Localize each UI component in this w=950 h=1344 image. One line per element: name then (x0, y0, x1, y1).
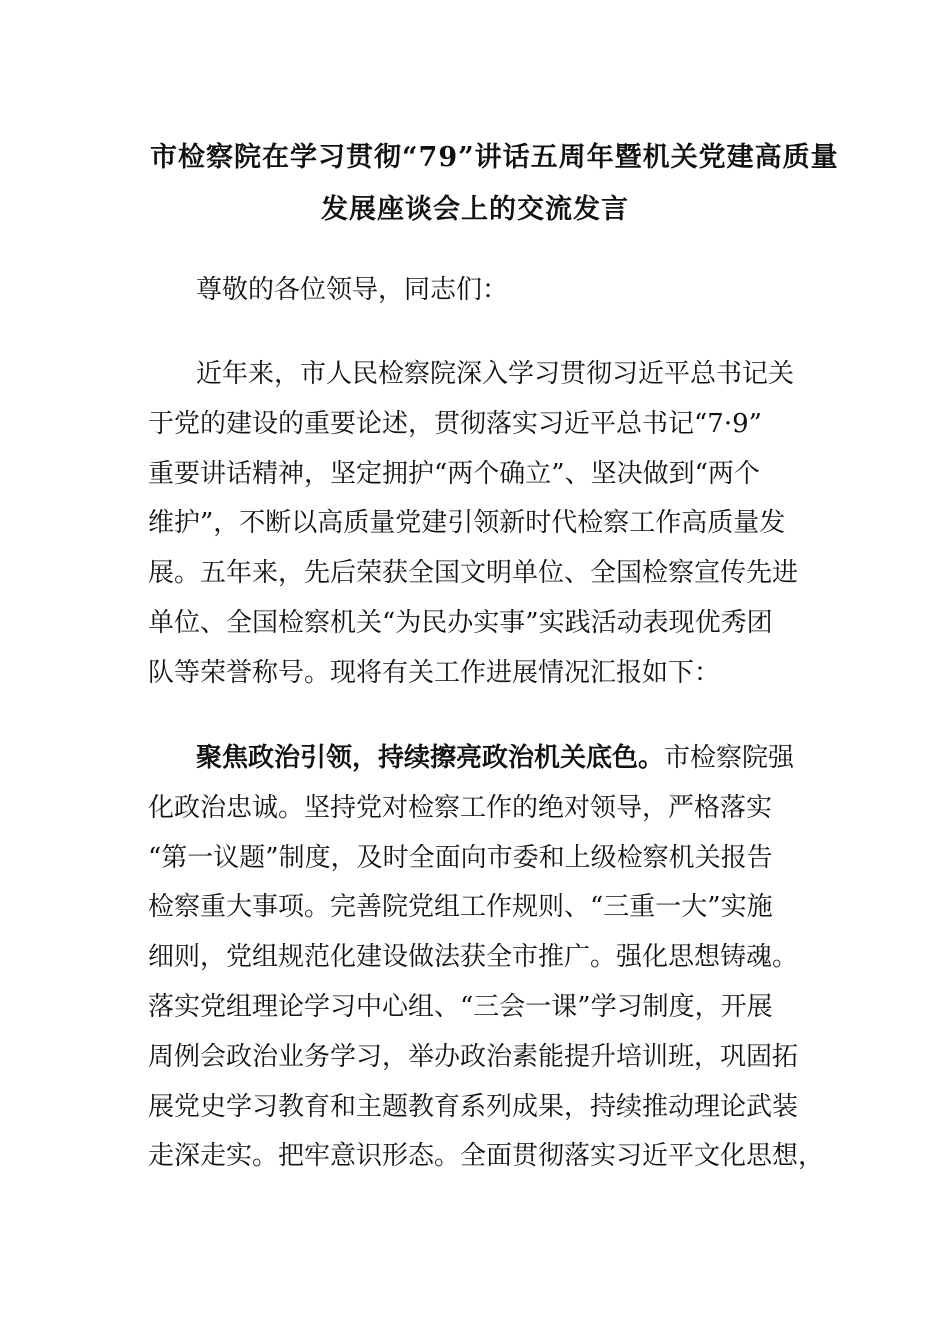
salutation: 尊敬的各位领导，同志们： (196, 275, 509, 305)
paragraph-line: 走深走实。把牢意识形态。全面贯彻落实习近平文化思想， (148, 1141, 825, 1172)
paragraph-line: 于党的建设的重要论述，贯彻落实习近平总书记“7·9” (148, 408, 762, 439)
paragraph-line: 队等荣誉称号。现将有关工作进展情况汇报如下： (148, 657, 721, 688)
paragraph-line: 近年来，市人民检察院深入学习贯彻习近平总书记关 (196, 359, 795, 389)
title-line-2: 发展座谈会上的交流发言 (321, 194, 629, 225)
section-lead-heading: 聚焦政治引领，持续擦亮政治机关底色。 (196, 743, 665, 773)
title-line-1: 市检察院在学习贯彻“79”讲话五周年暨机关党建高质量 (150, 142, 839, 173)
paragraph-line: 细则，党组规范化建设做法获全市推广。强化思想铸魂。 (148, 942, 799, 973)
paragraph-first-line-rest: 市检察院强 (664, 743, 795, 773)
paragraph-line: 单位、全国检察机关“为民办实事”实践活动表现优秀团 (148, 607, 773, 638)
paragraph-line: 重要讲话精神，坚定拥护“两个确立”、坚决做到“两个 (148, 458, 760, 489)
document-title (150, 132, 839, 236)
paragraph-line: “第一议题”制度，及时全面向市委和上级检察机关报告 (148, 842, 773, 873)
paragraph-line: 检察重大事项。完善院党组工作规则、“三重一大”实施 (148, 892, 773, 923)
paragraph-line: 展。五年来，先后荣获全国文明单位、全国检察宣传先进 (148, 558, 799, 589)
paragraph-line: 化政治忠诚。坚持党对检察工作的绝对领导，严格落实 (148, 792, 773, 823)
paragraph-political-leadership (148, 734, 825, 1182)
paragraph-first-line (148, 734, 808, 784)
paragraph-intro (148, 350, 808, 699)
paragraph-line: 落实党组理论学习中心组、“三会一课”学习制度，开展 (148, 991, 773, 1022)
paragraph-line: 展党史学习教育和主题教育系列成果，持续推动理论武装 (148, 1091, 799, 1122)
paragraph-line: 维护”，不断以高质量党建引领新时代检察工作高质量发 (148, 508, 786, 539)
paragraph-line: 周例会政治业务学习，举办政治素能提升培训班，巩固拓 (148, 1041, 799, 1072)
